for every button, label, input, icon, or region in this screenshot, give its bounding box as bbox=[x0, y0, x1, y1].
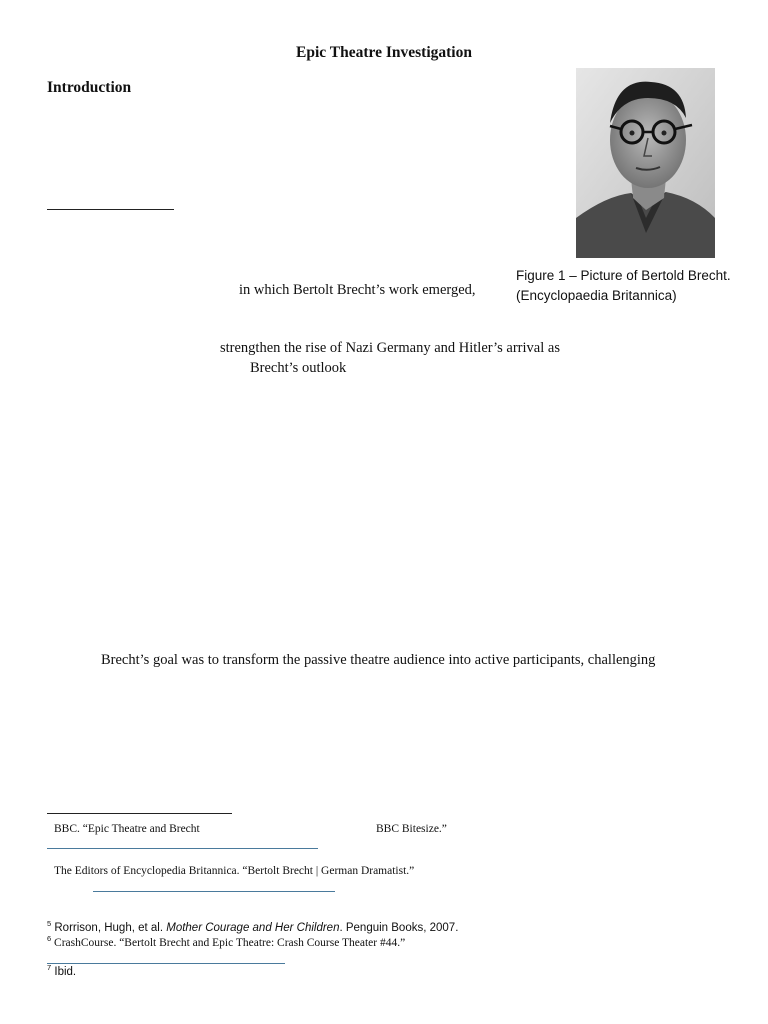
footnote-separator bbox=[47, 813, 232, 814]
footnote-7-number: 7 bbox=[47, 963, 52, 973]
heading-divider bbox=[47, 209, 174, 210]
footnote-6-link[interactable] bbox=[47, 963, 285, 964]
footnote-5-publisher: . Penguin Books, 2007. bbox=[339, 922, 459, 934]
footnote-britannica-link[interactable] bbox=[93, 891, 335, 892]
footnote-5-title: Mother Courage and Her Children bbox=[166, 922, 340, 934]
footnote-bbc-link[interactable] bbox=[47, 848, 318, 849]
footnote-7-text: Ibid. bbox=[54, 966, 77, 978]
figure-caption bbox=[516, 266, 731, 306]
body-line-brecht-outlook: Brecht’s outlook bbox=[250, 360, 347, 376]
body-line-brecht-work: in which Bertolt Brecht’s work emerged, bbox=[239, 282, 476, 298]
footnote-6-number: 6 bbox=[47, 934, 52, 944]
footnote-britannica: The Editors of Encyclopedia Britannica. “Bertolt Brecht | German Dramatist.” bbox=[54, 865, 415, 877]
footnote-6-text: CrashCourse. “Bertolt Brecht and Epic Theatre: Crash Course Theater #44.” bbox=[54, 937, 406, 949]
section-heading-introduction: Introduction bbox=[47, 79, 132, 96]
body-line-brecht-goal: Brecht’s goal was to transform the passive theatre audience into active participants, challenging bbox=[101, 652, 656, 668]
footnote-6 bbox=[47, 934, 406, 949]
footnote-5 bbox=[47, 919, 459, 934]
footnote-5-authors: Rorrison, Hugh, et al. bbox=[54, 922, 167, 934]
figure-caption-line2: (Encyclopaedia Britannica) bbox=[516, 288, 677, 303]
footnote-7 bbox=[47, 963, 77, 978]
figure-portrait bbox=[576, 68, 715, 258]
footnote-bbc: BBC. “Epic Theatre and Brecht bbox=[54, 823, 200, 835]
figure-caption-line1: Figure 1 – Picture of Bertold Brecht. bbox=[516, 268, 731, 283]
body-line-nazi-germany: strengthen the rise of Nazi Germany and Hitler’s arrival as bbox=[220, 340, 560, 356]
portrait-photo-icon bbox=[576, 68, 715, 258]
footnote-bbc-source: BBC Bitesize.” bbox=[376, 823, 447, 835]
footnote-5-number: 5 bbox=[47, 919, 52, 929]
document-title: Epic Theatre Investigation bbox=[296, 44, 472, 61]
